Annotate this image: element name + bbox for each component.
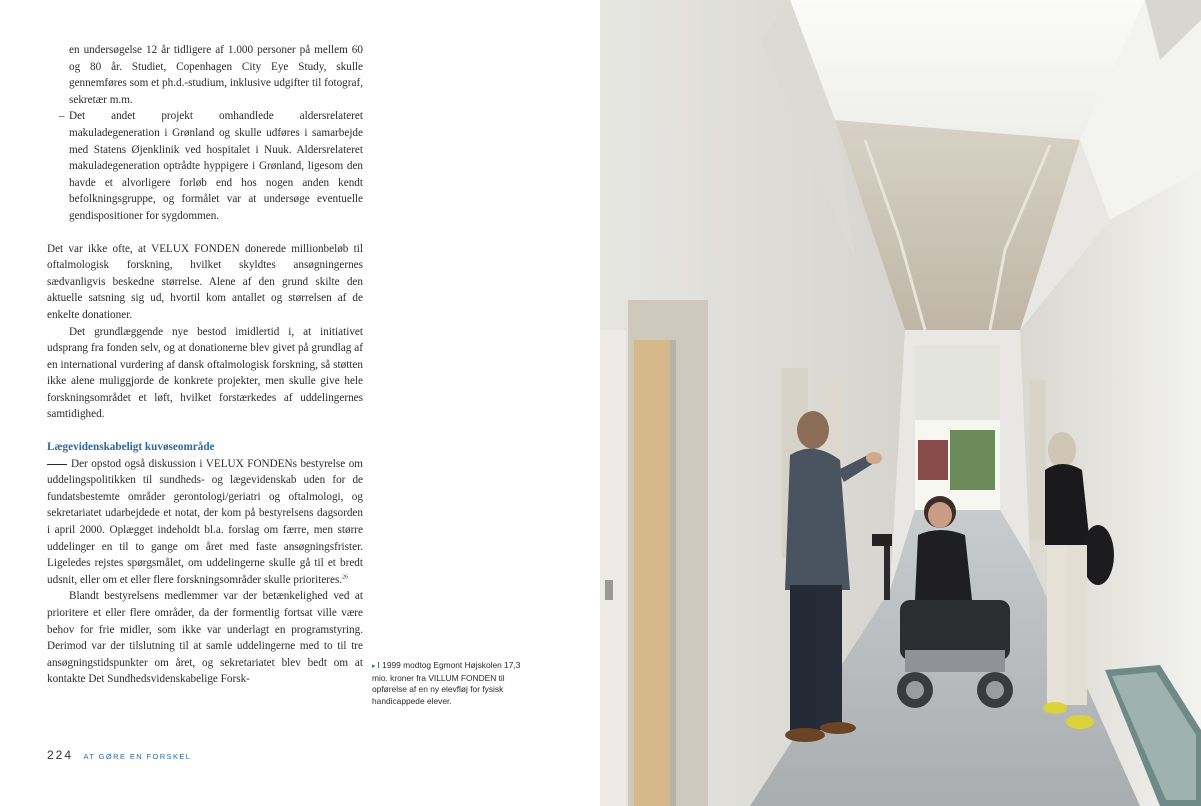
footnote-ref: 26 — [342, 574, 349, 581]
paragraph: Det var ikke ofte, at VELUX FONDEN donerede millionbeløb til oftalmologisk forskning, hvilket skyldtes ansøgningernes sædvanligvis beskedne størrelse. Alene af den grund skilte den aktuelle satsning sig ud, hvortil kom antallet og størrelsen af de enkelte donationer. — [47, 242, 363, 321]
bullet-item — [47, 108, 363, 224]
caption-marker-icon: ▸ — [372, 663, 376, 670]
caption-text: I 1999 modtog Egmont Højskolen 17,3 mio. kroner fra VILLUM FONDEN til opførelse af en ny elevfløj for fysisk handicappede elever. — [372, 660, 521, 706]
left-page — [0, 0, 600, 806]
body-text-column — [47, 42, 363, 688]
section-heading: Lægevidenskabeligt kuvøseområde — [47, 441, 215, 454]
page-footer — [47, 746, 191, 764]
bullet-continuation: en undersøgelse 12 år tidligere af 1.000 personer på mellem 60 og 80 år. Studiet, Copenhagen City Eye Study, skulle gennemføres som et ph.d.-studium, inklusive udgifter til fotograf, sekretær m.m. — [69, 44, 363, 106]
photo-caption — [372, 660, 532, 707]
paragraph: Det grundlæggende nye bestod imidlertid i, at initiativet udsprang fra fonden selv, og at donationerne blev givet på grundlag af en international vurdering af dansk oftalmologisk forskning, så støtten ikke alene muliggjorde de konkrete projekter, men skulle give hele forskningsområdet et løft, hvilket forstærkedes af uddelingernes samtidighed. — [47, 325, 363, 421]
lead-rule — [47, 464, 67, 465]
running-title: AT GØRE EN FORSKEL — [83, 752, 192, 761]
bullet-dash: – — [59, 110, 65, 123]
corridor-photo — [600, 0, 1201, 806]
page-number: 224 — [47, 748, 74, 762]
paragraph: Blandt bestyrelsens medlemmer var der betænkelighed ved at prioritere et eller flere områder, da der formentlig fortsat ville være behov for frie midler, som ikke var underlagt en programstyring. Derimod var der tilslutning til at samle uddelingerne med to til tre ansøgningstidspunkter om året, og sekretariatet blev bedt om at kontakte Det Sundhedsvidenskabelige Forsk- — [47, 590, 363, 686]
paragraph: Der opstod også diskussion i VELUX FONDENs bestyrelse om uddelingspolitikken til sundheds- og lægevidenskab uden for de fundatsbestemte områder gerontologi/geriatri og oftalmologi, og sekretariatet udarbejdede et notat, der kom på bestyrelsens dagsorden i april 2000. Oplægget indeholdt bl.a. forslag om færre, men større uddelinger en til to gange om året med faste ansøgningsfrister. Ligeledes rejstes spørgsmålet, om uddelingerne skulle gå til et bredt udsnit, eller om et eller flere forskningsområder skulle prioriteres.$^{26}$ — [47, 457, 363, 586]
bullet-text: Det andet projekt omhandlede aldersrelateret makuladegeneration i Grønland og skulle udføres i samarbejde med Statens Øjenklinik ved hospitalet i Nuuk. Aldersrelateret makuladegeneration optrådte hyppigere i Grønland, ligesom den havde et alvorligere forløb end hos nogen anden kendt befolkningsgruppe, og formålet var at undersøge eventuelle gendispositioner for sygdommen. — [69, 110, 363, 222]
